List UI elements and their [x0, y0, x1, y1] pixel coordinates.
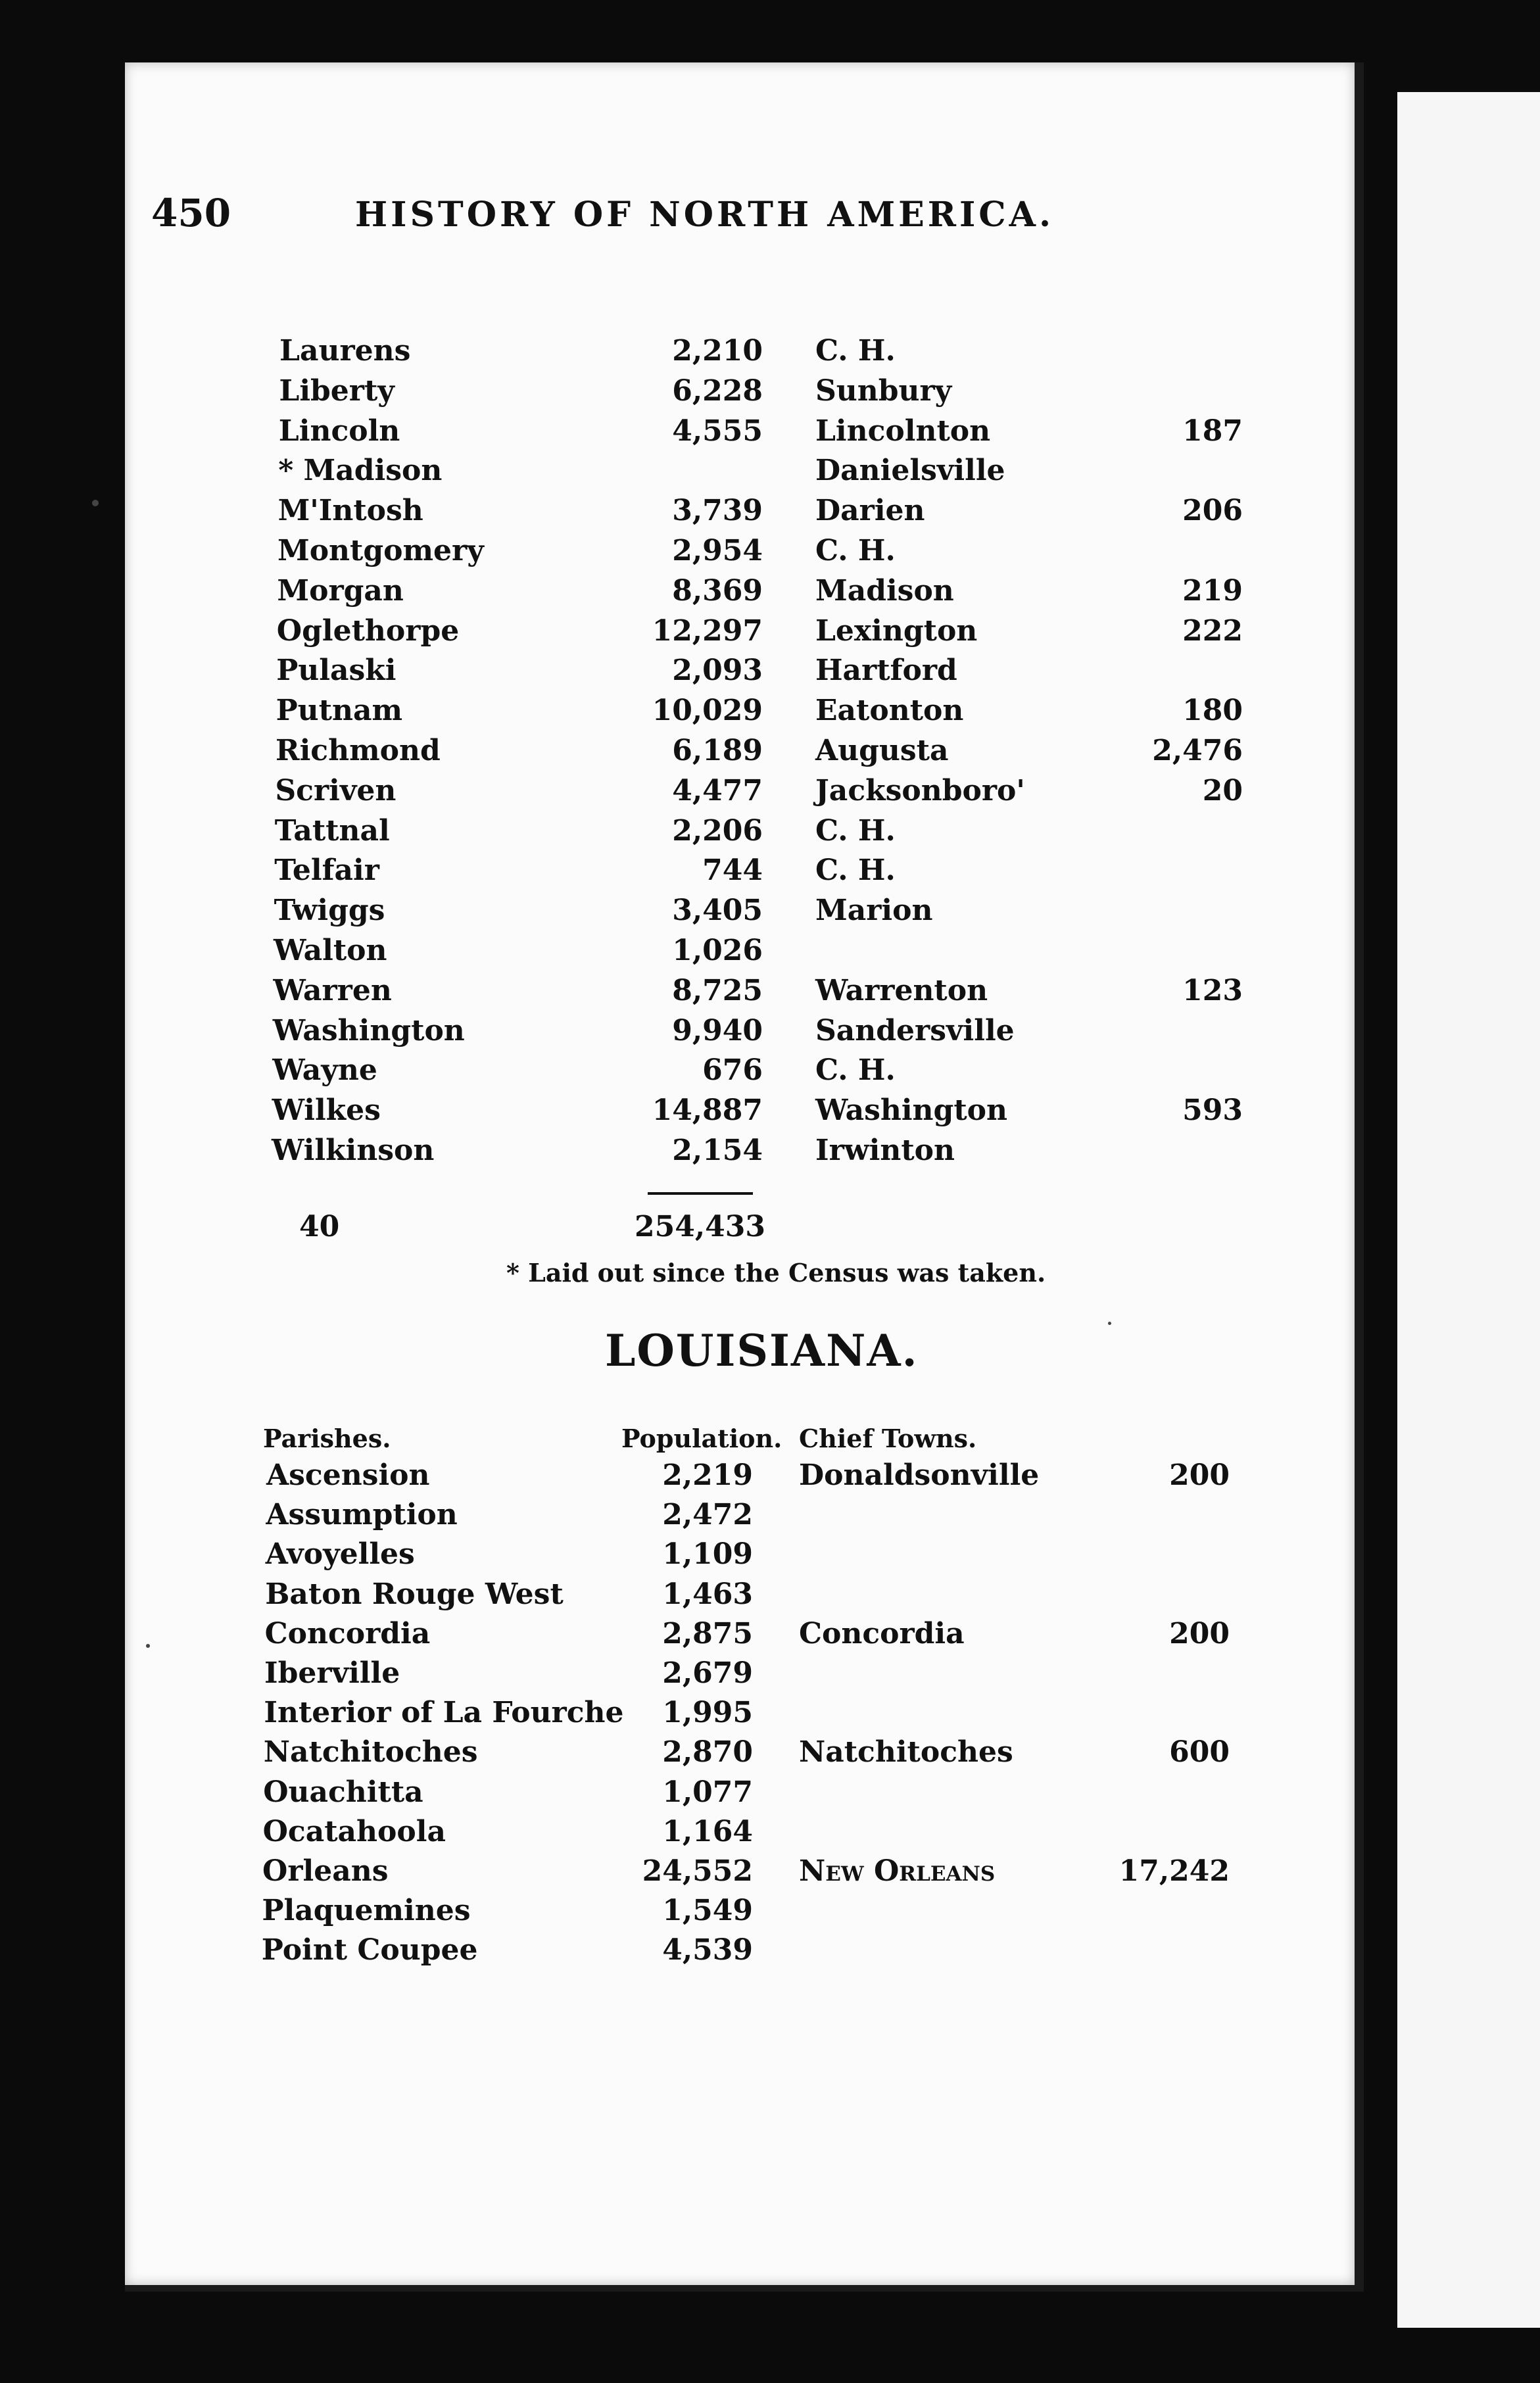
table-row [275, 773, 1243, 815]
population-value: 8,725 [672, 973, 763, 1007]
town-population: 180 [1182, 694, 1243, 728]
table-row [272, 1013, 1015, 1055]
table-row [277, 494, 1243, 535]
census-footnote: * Laid out since the Census was taken. [506, 1258, 1046, 1288]
table-row [263, 1775, 753, 1816]
population-value: 1,077 [662, 1775, 753, 1809]
table-row [266, 1498, 753, 1539]
population-value: 2,219 [662, 1458, 753, 1492]
town-population: 219 [1182, 573, 1243, 608]
county-name: Walton [274, 934, 387, 967]
population-value: 2,870 [662, 1735, 753, 1769]
population-value: 1,549 [662, 1894, 753, 1928]
county-name: Natchitoches [263, 1735, 478, 1769]
table-row [272, 1053, 896, 1094]
population-value: 2,472 [662, 1498, 753, 1532]
county-name: Ascension [266, 1458, 430, 1492]
town-population: 20 [1202, 773, 1243, 807]
chief-town: C. H. [815, 334, 896, 368]
county-name: * Madison [278, 454, 443, 488]
county-name: Richmond [276, 734, 441, 767]
county-count: 40 [299, 1210, 340, 1243]
population-value: 10,029 [652, 694, 763, 728]
county-name: Liberty [279, 373, 395, 408]
county-name: Assumption [266, 1498, 458, 1532]
county-name: Iberville [264, 1656, 400, 1690]
table-row [277, 573, 1243, 615]
table-row [274, 934, 763, 975]
town-population: 206 [1182, 494, 1243, 528]
population-value: 12,297 [652, 614, 763, 648]
population-value: 2,154 [672, 1134, 763, 1167]
county-name: Morgan [277, 573, 404, 608]
adjacent-page-edge [1397, 92, 1540, 2328]
table-row [278, 414, 1243, 455]
column-header-chief-towns: Chief Towns. [799, 1424, 977, 1453]
population-value: 3,405 [672, 894, 763, 928]
county-name: Baton Rouge West [265, 1577, 564, 1611]
table-row [274, 813, 896, 855]
table-row [265, 1577, 753, 1618]
chief-town: Lincolnton [815, 414, 991, 448]
chief-town: Lexington [815, 614, 978, 648]
chief-town: Natchitoches [798, 1735, 1013, 1769]
chief-town: New Orleans [799, 1854, 996, 1888]
table-row [274, 894, 933, 934]
table-row [266, 1537, 753, 1578]
chief-town: Warrenton [815, 973, 988, 1007]
county-name: Wilkes [272, 1094, 381, 1128]
chief-town: Augusta [815, 734, 949, 767]
section-title-louisiana: LOUISIANA. [605, 1325, 919, 1376]
table-row [264, 1616, 1230, 1658]
population-value: 1,463 [662, 1577, 753, 1611]
table-row [276, 614, 1243, 655]
town-population: 200 [1169, 1458, 1230, 1492]
chief-town: C. H. [815, 1053, 896, 1088]
county-name: Ouachitta [263, 1775, 423, 1809]
town-population: 2,476 [1152, 734, 1243, 767]
table-row [262, 1933, 753, 1974]
population-value: 4,539 [662, 1933, 753, 1967]
population-value: 3,739 [672, 494, 763, 528]
table-row [262, 1894, 753, 1935]
town-population: 123 [1182, 973, 1243, 1007]
page-number: 450 [151, 191, 231, 235]
county-name: Oglethorpe [276, 614, 460, 648]
table-row [277, 534, 896, 575]
county-name: Telfair [274, 854, 379, 888]
chief-town: Danielsville [815, 454, 1005, 488]
chief-town: C. H. [815, 854, 896, 888]
population-value: 6,228 [672, 373, 763, 408]
county-name: M'Intosh [277, 494, 423, 528]
scan-speck [146, 1644, 150, 1648]
population-value: 2,210 [672, 334, 763, 368]
county-name: Plaquemines [262, 1894, 471, 1928]
county-name: Concordia [264, 1616, 431, 1650]
county-name: Interior of La Fourche [264, 1696, 624, 1730]
county-name: Laurens [279, 334, 411, 368]
county-name: Twiggs [274, 894, 385, 928]
population-value: 14,887 [652, 1094, 763, 1128]
table-row [273, 973, 1243, 1015]
population-value: 9,940 [672, 1013, 763, 1047]
chief-town: C. H. [815, 534, 896, 567]
population-value: 2,093 [672, 654, 763, 688]
county-name: Wayne [272, 1053, 377, 1088]
county-name: Point Coupee [261, 1933, 478, 1967]
population-value: 8,369 [672, 573, 763, 608]
population-value: 6,189 [672, 734, 763, 767]
table-row [263, 1815, 753, 1856]
scan-speck [92, 500, 99, 506]
total-rule [648, 1192, 753, 1195]
population-value: 1,109 [662, 1537, 753, 1572]
chief-town: Jacksonboro' [815, 773, 1025, 807]
table-row [263, 1735, 1230, 1776]
chief-town: Irwinton [815, 1134, 955, 1167]
town-population: 200 [1169, 1616, 1230, 1650]
population-value: 4,555 [672, 414, 763, 448]
chief-town: Sunbury [815, 373, 952, 408]
county-name: Pulaski [276, 654, 397, 688]
chief-town: Concordia [798, 1616, 965, 1650]
table-row [266, 1458, 1230, 1499]
population-value: 2,206 [672, 813, 763, 848]
population-value: 1,995 [662, 1696, 753, 1730]
population-value: 2,679 [662, 1656, 753, 1690]
chief-town: Hartford [815, 654, 957, 688]
county-name: Warren [273, 973, 392, 1007]
column-header-parishes: Parishes. [263, 1424, 391, 1453]
county-name: Scriven [275, 773, 397, 807]
table-row [276, 654, 957, 694]
scan-speck [1108, 1322, 1111, 1325]
population-value: 744 [702, 854, 763, 888]
table-row [262, 1854, 1230, 1895]
table-row [276, 694, 1243, 734]
running-title: HISTORY OF NORTH AMERICA. [355, 195, 1055, 235]
chief-town: Eatonton [815, 694, 964, 728]
population-value: 1,164 [662, 1814, 753, 1848]
table-row [272, 1134, 955, 1174]
table-row [276, 734, 1243, 775]
chief-town: Darien [815, 494, 925, 528]
chief-town: Sandersville [815, 1013, 1015, 1047]
town-population: 600 [1169, 1735, 1230, 1769]
county-name: Tattnal [274, 813, 390, 848]
table-row [279, 334, 896, 375]
county-name: Ocatahoola [262, 1814, 446, 1848]
county-name: Avoyelles [265, 1537, 415, 1572]
town-population: 187 [1182, 414, 1243, 448]
table-row [264, 1656, 753, 1697]
chief-town: C. H. [815, 813, 896, 848]
table-row [274, 854, 896, 894]
county-name: Orleans [262, 1854, 389, 1888]
town-population: 17,242 [1119, 1854, 1230, 1888]
population-value: 1,026 [672, 934, 763, 967]
population-value: 2,954 [672, 534, 763, 567]
column-header-population: Population. [621, 1424, 782, 1453]
county-name: Lincoln [278, 414, 400, 448]
county-name: Putnam [276, 694, 403, 728]
county-name: Montgomery [277, 534, 484, 567]
population-value: 2,875 [662, 1616, 753, 1650]
table-row [272, 1094, 1243, 1134]
town-population: 222 [1182, 614, 1243, 648]
chief-town: Madison [815, 573, 954, 608]
chief-town: Washington [815, 1094, 1007, 1128]
population-value: 24,552 [642, 1854, 753, 1888]
chief-town: Donaldsonville [799, 1458, 1040, 1492]
table-row [278, 454, 1005, 494]
town-population: 593 [1182, 1094, 1243, 1128]
population-value: 676 [702, 1053, 763, 1088]
county-name: Washington [272, 1013, 465, 1047]
chief-town: Marion [815, 894, 933, 928]
county-name: Wilkinson [272, 1134, 435, 1167]
table-row [264, 1696, 753, 1737]
table-row [279, 373, 952, 415]
population-total: 254,433 [635, 1210, 766, 1243]
population-value: 4,477 [672, 773, 763, 807]
